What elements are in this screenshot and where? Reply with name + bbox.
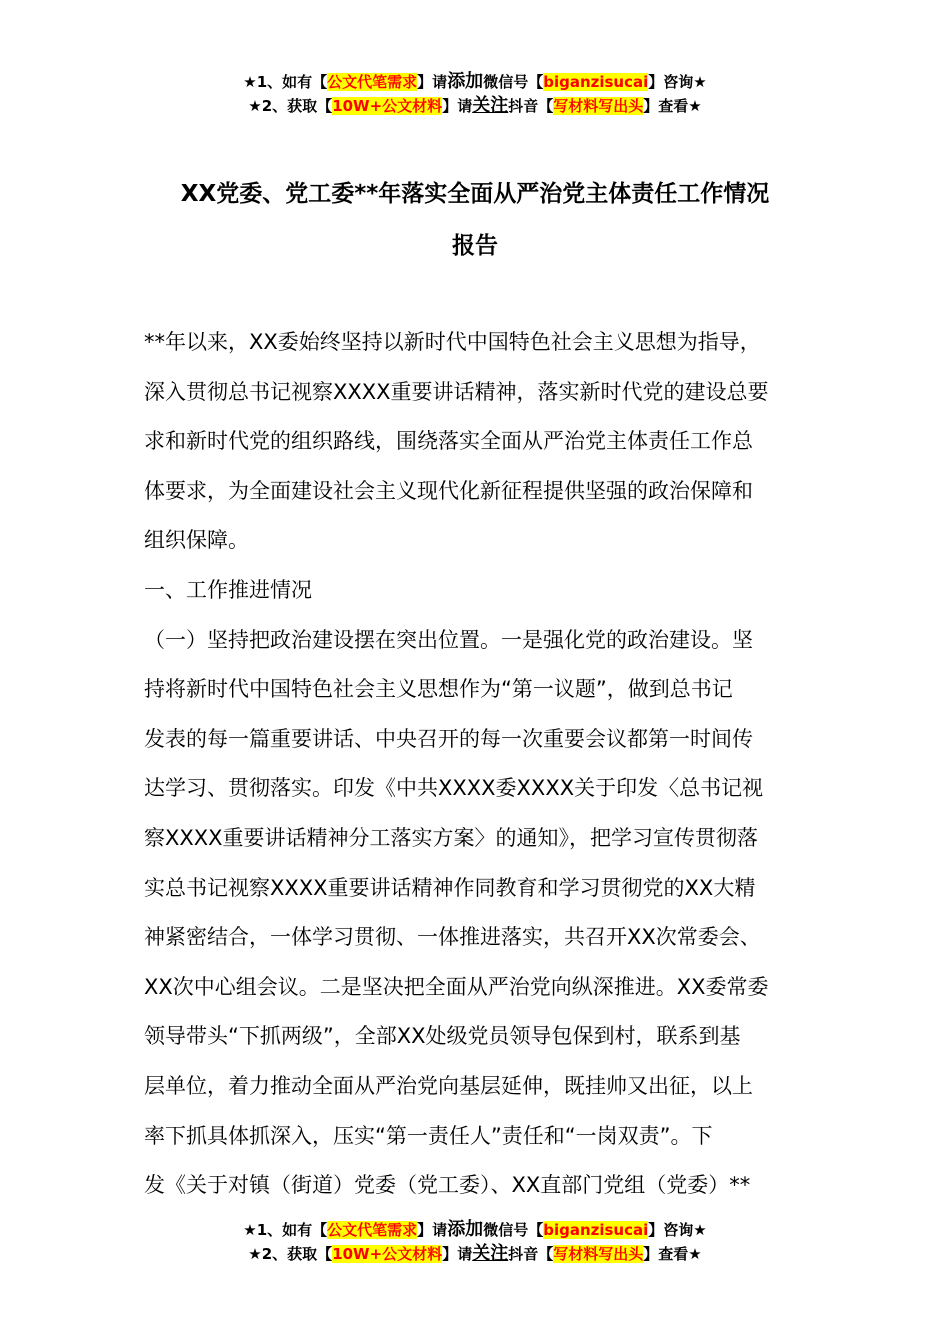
- body-line: 持将新时代中国特色社会主义思想作为“第一议题”，做到总书记: [144, 677, 733, 702]
- body-line: （一）坚持把政治建设摆在突出位置。一是强化党的政治建设。坚: [144, 627, 753, 652]
- body-line: 实总书记视察XXXX重要讲话精神作同教育和学习贯彻党的XX大精: [144, 875, 756, 900]
- header-banner-line-1: [0, 70, 950, 94]
- banner-text: ★2、获取【: [248, 97, 333, 115]
- banner-text: 】请: [442, 97, 473, 115]
- body-line: 求和新时代党的组织路线，围绕落实全面从严治党主体责任工作总: [144, 429, 753, 454]
- banner-emphasis: 关注: [472, 95, 509, 116]
- banner-emphasis: 添加: [447, 1219, 484, 1240]
- banner-text: ★1、如有【: [243, 73, 328, 91]
- banner-text: 】请: [442, 1245, 473, 1263]
- body-line: **年以来，XX委始终坚持以新时代中国特色社会主义思想为指导，: [144, 330, 761, 354]
- document-body: [144, 318, 810, 1211]
- body-line: XX次中心组会议。二是坚决把全面从严治党向纵深推进。XX委常委: [144, 974, 769, 999]
- highlight-douyin-id: 写材料写出头: [553, 97, 644, 115]
- document-title-line-2: 报告: [452, 233, 498, 259]
- banner-text: 微信号【: [483, 73, 544, 91]
- body-line: 深入贯彻总书记视察XXXX重要讲话精神，落实新时代党的建设总要: [144, 379, 769, 404]
- body-line: 层单位，着力推动全面从严治党向基层延伸，既挂帅又出征，以上: [144, 1073, 753, 1098]
- body-line: 达学习、贯彻落实。印发《中共XXXX委XXXX关于印发〈总书记视: [144, 776, 764, 801]
- document-title: [0, 168, 950, 272]
- banner-text: 微信号【: [483, 1221, 544, 1239]
- header-banner: [0, 70, 950, 118]
- section-heading: 一、工作推进情况: [144, 577, 312, 602]
- body-line: 率下抓具体抓深入，压实“第一责任人”责任和“一岗双责”。下: [144, 1123, 713, 1148]
- banner-text: 】请: [417, 1221, 448, 1239]
- header-banner-line-2: [0, 94, 950, 118]
- highlight-wechat-id: biganzisucai: [543, 73, 649, 91]
- highlight-wechat-id: biganzisucai: [543, 1221, 649, 1239]
- banner-emphasis: 添加: [447, 71, 484, 92]
- banner-text: 】查看★: [643, 97, 702, 115]
- body-line: 体要求，为全面建设社会主义现代化新征程提供坚强的政治保障和: [144, 478, 753, 503]
- highlight-materials: 10W+公文材料: [332, 1245, 443, 1263]
- banner-text: 抖音【: [508, 97, 554, 115]
- highlight-douyin-id: 写材料写出头: [553, 1245, 644, 1263]
- document-title-line-1: XX党委、党工委**年落实全面从严治党主体责任工作情况: [180, 181, 770, 207]
- banner-text: ★1、如有【: [243, 1221, 328, 1239]
- footer-banner: [0, 1218, 950, 1266]
- body-line: 察XXXX重要讲话精神分工落实方案〉的通知》，把学习宣传贯彻落: [144, 825, 759, 850]
- body-line: 发表的每一篇重要讲话、中央召开的每一次重要会议都第一时间传: [144, 726, 753, 751]
- footer-banner-line-2: [0, 1242, 950, 1266]
- banner-text: 】查看★: [643, 1245, 702, 1263]
- body-line: 组织保障。: [144, 528, 249, 553]
- highlight-service: 公文代笔需求: [327, 73, 418, 91]
- body-line: 神紧密结合，一体学习贯彻、一体推进落实，共召开XX次常委会、: [144, 925, 761, 950]
- banner-emphasis: 关注: [472, 1243, 509, 1264]
- banner-text: 】咨询★: [648, 1221, 707, 1239]
- banner-text: ★2、获取【: [248, 1245, 333, 1263]
- banner-text: 抖音【: [508, 1245, 554, 1263]
- highlight-service: 公文代笔需求: [327, 1221, 418, 1239]
- footer-banner-line-1: [0, 1218, 950, 1242]
- body-line: 发《关于对镇（街道）党委（党工委）、XX直部门党组（党委）**: [144, 1173, 751, 1198]
- banner-text: 】请: [417, 73, 448, 91]
- body-line: 领导带头“下抓两级”，全部XX处级党员领导包保到村，联系到基: [144, 1024, 741, 1049]
- highlight-materials: 10W+公文材料: [332, 97, 443, 115]
- banner-text: 】咨询★: [648, 73, 707, 91]
